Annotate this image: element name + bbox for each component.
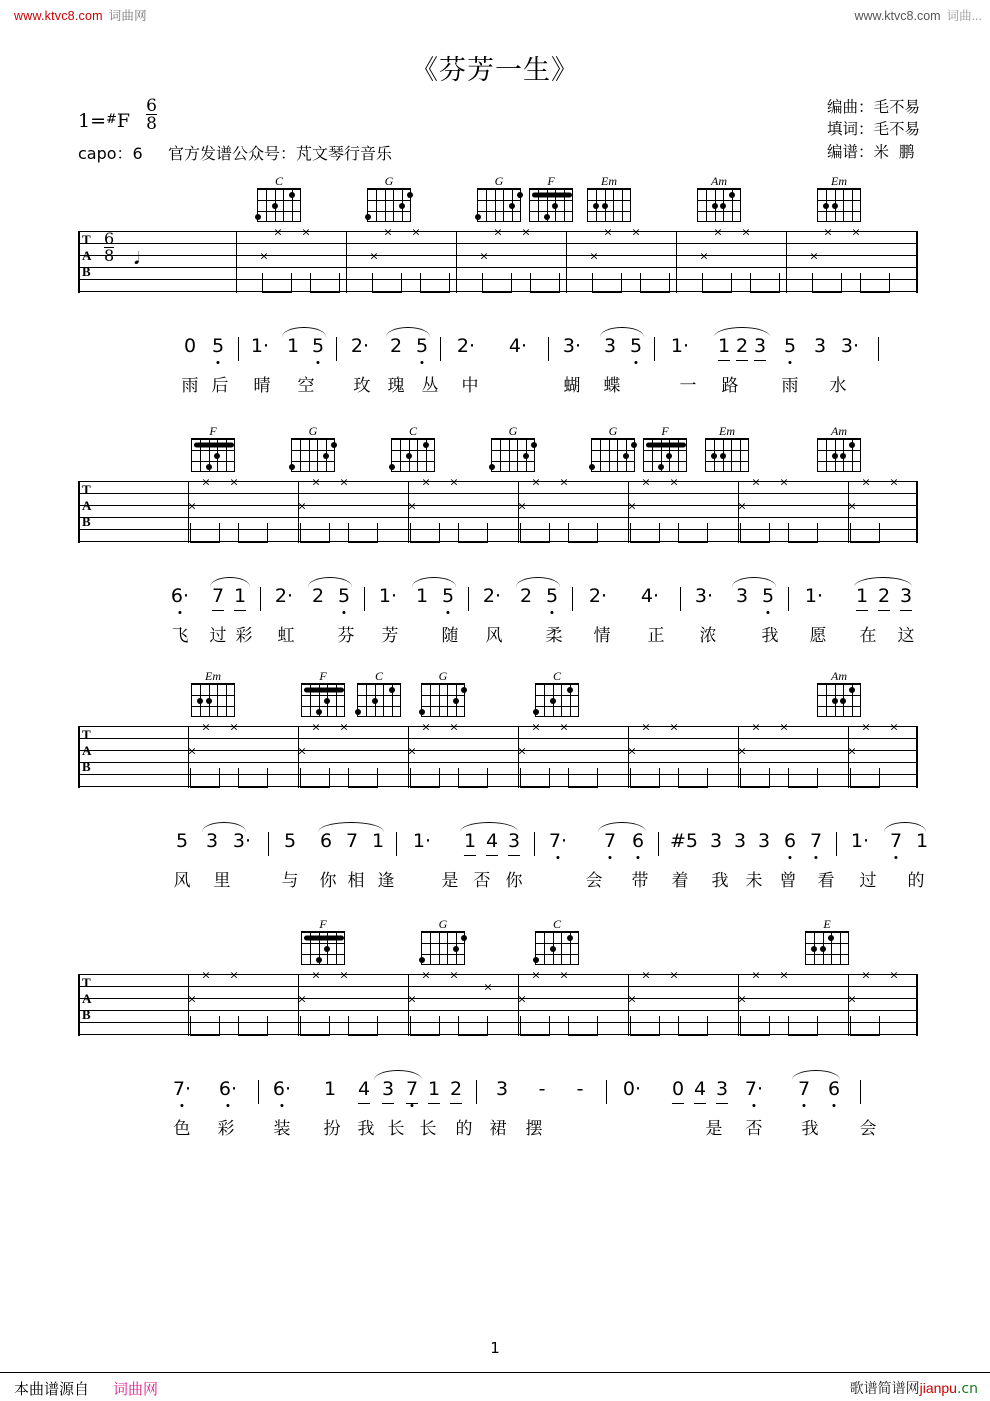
chord-grid <box>491 438 535 472</box>
lyric-char: 芬 <box>337 626 355 646</box>
lyric-char: 后 <box>211 376 229 396</box>
time-signature-denominator: 8 <box>146 114 157 135</box>
melody-note: 3 <box>757 830 771 852</box>
chord-name: F <box>319 917 327 931</box>
footer-source-brand[interactable]: 词曲网 <box>113 1380 159 1398</box>
lyric-char: 彩 <box>217 1119 235 1139</box>
chord-name: G <box>384 174 394 188</box>
lyric-char: 虹 <box>277 626 295 646</box>
chord-name: G <box>438 917 448 931</box>
chord-grid <box>301 931 345 965</box>
chord-grid <box>191 683 235 717</box>
chord-grid <box>529 188 573 222</box>
chord-grid <box>817 188 861 222</box>
page-title: 《芬芳一生》 <box>411 55 579 86</box>
melody-note: 5 <box>762 585 774 607</box>
lyric-char: 玫 <box>353 376 371 396</box>
watermark-right-site: www.ktvc8.com <box>854 9 941 23</box>
lyric-char: 芳 <box>381 626 399 646</box>
melody-note: - <box>576 1078 584 1100</box>
lyric-char: 路 <box>721 376 739 396</box>
chord-grid <box>477 188 521 222</box>
melody-note: 5 <box>546 585 558 607</box>
chord-name: F <box>547 174 555 188</box>
melody-note: 7 <box>604 830 616 852</box>
lyric-char: 瑰 <box>387 376 405 396</box>
chord-diagram <box>416 670 470 717</box>
chord-diagram <box>486 425 540 472</box>
lyric-char: 会 <box>859 1119 877 1139</box>
tab-staff: T A B × × × × × × × × × × × × × × × × × × × × × × <box>78 974 918 1036</box>
melody-note: 5 <box>212 335 224 357</box>
chord-grid <box>643 438 687 472</box>
chord-name: Am <box>831 424 847 438</box>
chord-grid <box>535 931 579 965</box>
lyric-char: 我 <box>761 626 779 646</box>
lyric-char: 愿 <box>809 626 827 646</box>
lyric-char: 你 <box>319 871 337 891</box>
chord-diagram <box>186 425 240 472</box>
melody-note: 1· <box>670 335 690 357</box>
chord-name: G <box>508 424 518 438</box>
lyric-char: 色 <box>173 1119 191 1139</box>
chord-diagram <box>692 175 746 222</box>
key-signature <box>78 96 157 135</box>
chord-diagram <box>472 175 526 222</box>
publisher-label: 官方发谱公众号：芃文琴行音乐 <box>168 144 393 163</box>
melody-note: 7 <box>890 830 902 852</box>
melody-note: 3· <box>694 585 714 607</box>
melody-note: 1 <box>856 585 868 607</box>
lyric-char: 曾 <box>779 871 797 891</box>
lyric-char: 着 <box>671 871 689 891</box>
melody-note: 3 <box>603 335 617 357</box>
melody-note: 6 <box>319 830 333 852</box>
melody-note: 6 <box>828 1078 840 1100</box>
melody-note: 5 <box>175 830 189 852</box>
lyric-char: 一 <box>679 376 697 396</box>
key-letter: F <box>116 110 131 133</box>
lyric-char: 的 <box>455 1119 473 1139</box>
melody-note: 3 <box>754 335 766 357</box>
chord-grid <box>705 438 749 472</box>
melody-line <box>78 830 929 864</box>
melody-line <box>78 335 918 369</box>
chord-diagram <box>638 425 692 472</box>
lyric-char: 是 <box>441 871 459 891</box>
watermark-left-site: www.ktvc8.com <box>14 9 103 23</box>
lyrics-line <box>78 371 918 397</box>
melody-note: 2· <box>588 585 608 607</box>
melody-note: 5 <box>442 585 454 607</box>
chord-name: Em <box>831 174 847 188</box>
lyric-char: 过 <box>209 626 227 646</box>
melody-note: - <box>538 1078 546 1100</box>
credit-arranger: 编谱：米 鹏 <box>826 142 915 161</box>
melody-note: 1 <box>415 585 429 607</box>
lyric-char: 风 <box>485 626 503 646</box>
chord-grid <box>421 683 465 717</box>
top-watermark-bar <box>0 4 990 26</box>
watermark-left-label: 词曲网 <box>108 9 147 23</box>
melody-note: 1· <box>412 830 432 852</box>
chord-diagram <box>700 425 754 472</box>
melody-note: 2 <box>519 585 533 607</box>
chord-grid <box>257 188 301 222</box>
lyric-char: 未 <box>745 871 763 891</box>
lyric-char: 会 <box>585 871 603 891</box>
watermark-right-label: 词曲... <box>946 9 982 23</box>
footer-watermark <box>850 1378 978 1398</box>
chord-diagram <box>362 175 416 222</box>
lyric-char: 否 <box>745 1119 763 1139</box>
melody-note: 3 <box>900 585 912 607</box>
chord-grid <box>587 188 631 222</box>
melody-note: 1 <box>371 830 385 852</box>
melody-note: 3 <box>382 1078 394 1100</box>
melody-note: 3 <box>733 830 747 852</box>
lyric-char: 长 <box>387 1119 405 1139</box>
melody-note: 5 <box>338 585 350 607</box>
chord-diagram <box>800 918 854 965</box>
melody-note: 7 <box>212 585 224 607</box>
chord-diagram <box>582 175 636 222</box>
melody-note: 3 <box>716 1078 728 1100</box>
melody-note: 1 <box>718 335 730 357</box>
chord-grid <box>817 438 861 472</box>
lyrics-line <box>78 621 918 647</box>
melody-note: 2 <box>878 585 890 607</box>
lyric-char: 风 <box>173 871 191 891</box>
chord-name: G <box>608 424 618 438</box>
melody-note: 4 <box>694 1078 706 1100</box>
melody-note: 2· <box>350 335 370 357</box>
chord-diagram <box>186 670 240 717</box>
footer-source <box>14 1378 158 1399</box>
time-signature <box>146 96 157 135</box>
melody-note: 1· <box>850 830 870 852</box>
chord-grid <box>817 683 861 717</box>
lyric-char: 是 <box>705 1119 723 1139</box>
time-signature-numerator: 6 <box>146 96 157 116</box>
chord-grid <box>421 931 465 965</box>
lyric-char: 蝶 <box>603 376 621 396</box>
chord-diagram <box>296 918 350 965</box>
chord-name: G <box>438 669 448 683</box>
lyric-char: 逢 <box>377 871 395 891</box>
melody-note: 4· <box>508 335 528 357</box>
melody-note: 1 <box>286 335 300 357</box>
footer-right-site: jianpu <box>919 1380 957 1396</box>
chord-diagram <box>530 918 584 965</box>
chord-grid <box>535 683 579 717</box>
lyric-char: 相 <box>347 871 365 891</box>
chord-name: F <box>319 669 327 683</box>
lyric-char: 裙 <box>489 1119 507 1139</box>
melody-line <box>78 1078 918 1112</box>
chord-diagram <box>286 425 340 472</box>
lyric-char: 的 <box>907 871 925 891</box>
melody-note: 3 <box>495 1078 509 1100</box>
melody-note: 2 <box>450 1078 462 1100</box>
tab-staff: T A B 6 8 𝅘𝅥 × × × × × × × × × × × × × × × × × × <box>78 231 918 293</box>
chord-name: C <box>552 917 561 931</box>
melody-note: 7· <box>745 1078 763 1100</box>
chord-diagram <box>386 425 440 472</box>
chord-name: Em <box>601 174 617 188</box>
lyric-char: 否 <box>473 871 491 891</box>
lyric-char: 我 <box>711 871 729 891</box>
melody-note: 7 <box>345 830 359 852</box>
melody-note: 5 <box>630 335 642 357</box>
melody-note: 0 <box>672 1078 684 1100</box>
melody-note: 1 <box>234 585 246 607</box>
system-2 <box>0 424 990 646</box>
chord-diagram <box>530 670 584 717</box>
chord-diagram <box>812 175 866 222</box>
melody-note: 6 <box>784 830 796 852</box>
lyric-char: 雨 <box>181 376 199 396</box>
melody-note: 2· <box>482 585 502 607</box>
chord-name: Am <box>831 669 847 683</box>
lyric-char: 蝴 <box>563 376 581 396</box>
melody-note: 4· <box>640 585 660 607</box>
melody-note: 3 <box>735 585 749 607</box>
chord-name: G <box>494 174 504 188</box>
system-4 <box>0 917 990 1139</box>
lyric-char: 浓 <box>699 626 717 646</box>
chord-diagram <box>586 425 640 472</box>
lyric-char: 飞 <box>171 626 189 646</box>
chord-diagram <box>252 175 306 222</box>
lyric-char: 柔 <box>545 626 563 646</box>
melody-note: 7· <box>173 1078 191 1100</box>
lyric-char: 看 <box>817 871 835 891</box>
melody-note: 6· <box>219 1078 237 1100</box>
melody-note: 5 <box>283 830 297 852</box>
chord-name: C <box>408 424 417 438</box>
lyric-char: 正 <box>647 626 665 646</box>
lyric-char: 中 <box>461 376 479 396</box>
melody-note: 3 <box>508 830 520 852</box>
lyric-char: 彩 <box>235 626 253 646</box>
footer-divider <box>0 1372 990 1373</box>
melody-note: 7 <box>798 1078 810 1100</box>
chord-name: Em <box>205 669 221 683</box>
footer-right-site-tld: .cn <box>956 1381 978 1397</box>
lyric-char: 我 <box>801 1119 819 1139</box>
melody-note: 5 <box>784 335 796 357</box>
chord-diagram <box>296 670 350 717</box>
melody-note: 7 <box>406 1078 418 1100</box>
capo-label: capo：6 <box>78 144 143 163</box>
lyric-char: 丛 <box>421 376 439 396</box>
lyric-char: 装 <box>273 1119 291 1139</box>
key-prefix: 1= <box>78 110 107 133</box>
lyric-char: 你 <box>505 871 523 891</box>
melody-note: 3· <box>232 830 252 852</box>
melody-note: 1· <box>378 585 398 607</box>
chord-name: C <box>374 669 383 683</box>
chord-diagram <box>812 425 866 472</box>
tab-staff: T A B × × × × × × × × × × × × × × × × × × × × × <box>78 481 918 543</box>
melody-note: 3 <box>709 830 723 852</box>
melody-note: 5 <box>312 335 324 357</box>
lyric-char: 与 <box>281 871 299 891</box>
melody-note: 2 <box>311 585 325 607</box>
chord-grid <box>291 438 335 472</box>
melody-note: 6· <box>171 585 189 607</box>
melody-note: 1 <box>915 830 929 852</box>
melody-note: #5 <box>669 830 699 852</box>
melody-note: 1· <box>250 335 270 357</box>
melody-note: 1 <box>428 1078 440 1100</box>
footer-source-label: 本曲谱源自 <box>14 1380 90 1398</box>
credit-lyricist: 填词：毛不易 <box>826 120 920 139</box>
chord-diagram <box>416 918 470 965</box>
chord-diagram <box>812 670 866 717</box>
lyric-char: 随 <box>441 626 459 646</box>
chord-grid <box>301 683 345 717</box>
credits-block <box>827 96 920 163</box>
chord-diagram <box>524 175 578 222</box>
lyric-char: 扮 <box>323 1119 341 1139</box>
melody-note: 6 <box>632 830 644 852</box>
chord-diagram <box>352 670 406 717</box>
credit-composer: 编曲：毛不易 <box>826 98 920 116</box>
page-number: 1 <box>490 1339 500 1357</box>
lyric-char: 过 <box>859 871 877 891</box>
melody-note: 4 <box>486 830 498 852</box>
lyric-char: 晴 <box>253 376 271 396</box>
melody-note: 3 <box>205 830 219 852</box>
lyrics-line <box>78 866 925 892</box>
lyric-char: 长 <box>419 1119 437 1139</box>
watermark-right <box>854 6 982 24</box>
chord-grid <box>191 438 235 472</box>
chord-grid <box>591 438 635 472</box>
melody-note: 3· <box>562 335 582 357</box>
melody-note: 3· <box>840 335 860 357</box>
melody-note: 1 <box>464 830 476 852</box>
chord-name: E <box>823 917 831 931</box>
melody-note: 0· <box>622 1078 642 1100</box>
melody-note: 2· <box>456 335 476 357</box>
melody-note: 6· <box>273 1078 291 1100</box>
lyric-char: 我 <box>357 1119 375 1139</box>
melody-note: 2 <box>389 335 403 357</box>
melody-note: 4 <box>358 1078 370 1100</box>
chord-name: F <box>209 424 217 438</box>
melody-note: 1 <box>323 1078 337 1100</box>
system-3 <box>0 669 990 891</box>
lyric-char: 空 <box>297 376 315 396</box>
chord-grid <box>391 438 435 472</box>
chord-grid <box>357 683 401 717</box>
chord-name: C <box>274 174 283 188</box>
lyric-char: 情 <box>593 626 611 646</box>
chord-name: Am <box>711 174 727 188</box>
melody-note: 5 <box>416 335 428 357</box>
lyric-char: 里 <box>213 871 231 891</box>
lyric-char: 带 <box>631 871 649 891</box>
melody-note: 2 <box>736 335 748 357</box>
lyrics-line <box>78 1114 918 1140</box>
system-1 <box>0 174 990 396</box>
lyric-char: 水 <box>829 376 847 396</box>
lyric-char: 摆 <box>525 1119 543 1139</box>
key-accidental: # <box>106 112 117 128</box>
footer-right-text: 歌谱简谱网 <box>849 1381 920 1397</box>
lyric-char: 雨 <box>781 376 799 396</box>
watermark-left <box>14 6 147 24</box>
chord-grid <box>697 188 741 222</box>
melody-note: 7· <box>549 830 567 852</box>
melody-note: 7 <box>810 830 822 852</box>
tab-staff: T A B × × × × × × × × × × × × × × × × × × × × × <box>78 726 918 788</box>
chord-grid <box>805 931 849 965</box>
melody-note: 2· <box>274 585 294 607</box>
chord-grid <box>367 188 411 222</box>
melody-note: 0 <box>183 335 197 357</box>
melody-note: 1· <box>804 585 824 607</box>
lyric-char: 这 <box>897 626 915 646</box>
chord-name: Em <box>719 424 735 438</box>
chord-name: F <box>661 424 669 438</box>
melody-note: 3 <box>813 335 827 357</box>
lyric-char: 在 <box>859 626 877 646</box>
chord-name: C <box>552 669 561 683</box>
melody-line <box>78 585 918 619</box>
chord-name: G <box>308 424 318 438</box>
